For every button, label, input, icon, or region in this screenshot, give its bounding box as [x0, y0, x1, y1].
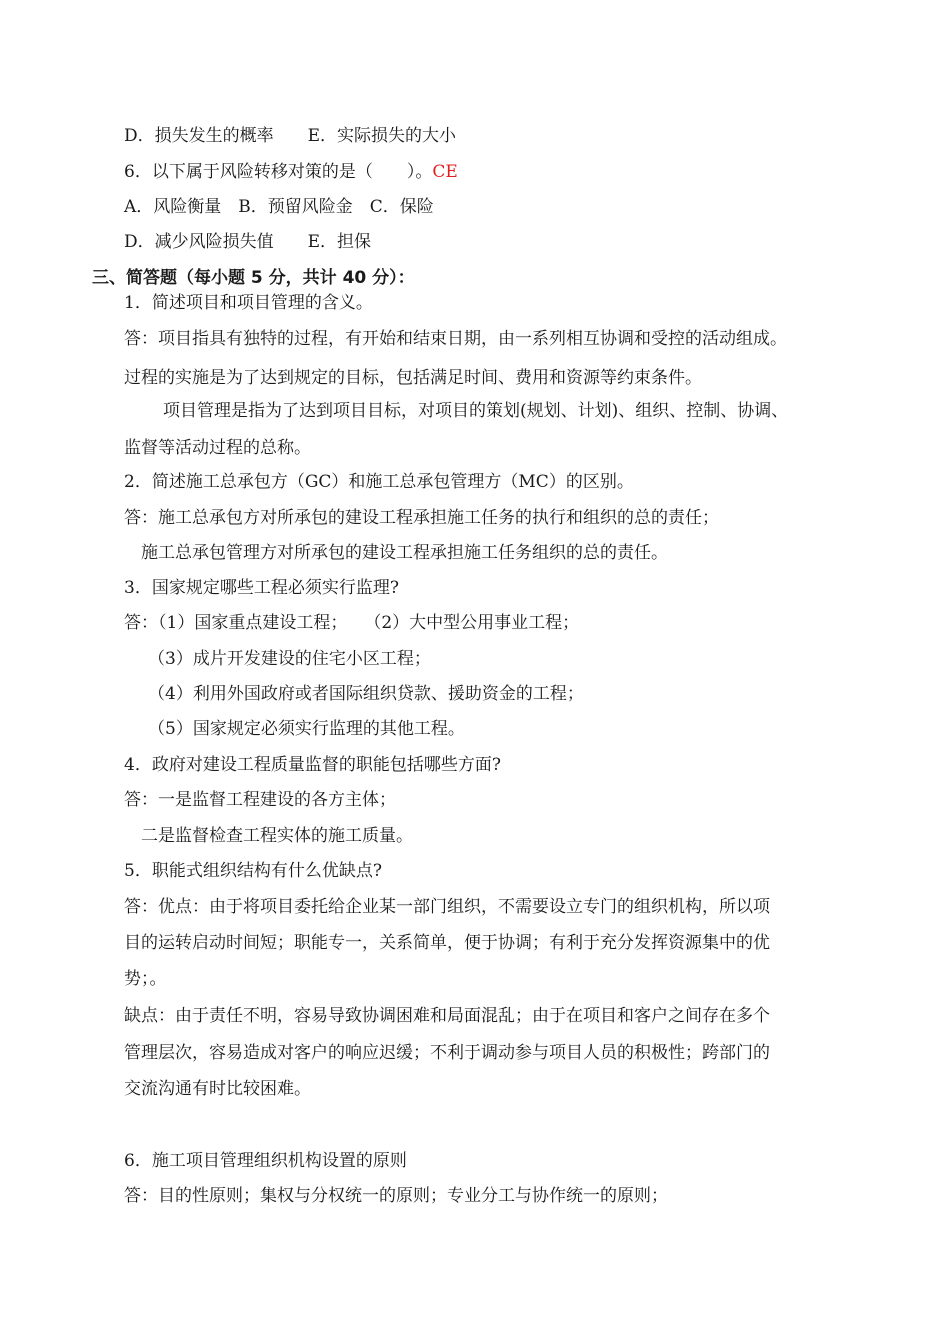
answer-5-line-4: 缺点：由于责任不明，容易导致协调困难和局面混乱；由于在项目和客户之间存在多个 — [124, 1006, 770, 1026]
answer-6-line-1: 答：目的性原则；集权与分权统一的原则；专业分工与协作统一的原则； — [124, 1186, 668, 1206]
answer-3-line-4: （5）国家规定必须实行监理的其他工程。 — [148, 719, 465, 739]
short-question-3: 3．国家规定哪些工程必须实行监理? — [124, 578, 399, 598]
short-question-5: 5．职能式组织结构有什么优缺点? — [124, 861, 382, 881]
answer-4-line-2: 二是监督检查工程实体的施工质量。 — [141, 826, 413, 846]
short-question-6: 6．施工项目管理组织机构设置的原则 — [124, 1151, 407, 1171]
answer-5-line-1: 答：优点：由于将项目委托给企业某一部门组织，不需要设立专门的组织机构，所以项 — [124, 897, 770, 917]
answer-1-line-4: 监督等活动过程的总称。 — [124, 438, 311, 458]
option-line-a-b-c: A．风险衡量 B．预留风险金 C．保险 — [124, 197, 434, 217]
short-question-1: 1．简述项目和项目管理的含义。 — [124, 293, 373, 313]
answer-3-line-1: 答：（1）国家重点建设工程； （2）大中型公用事业工程； — [124, 613, 580, 633]
answer-5-line-5: 管理层次，容易造成对客户的响应迟缓；不利于调动参与项目人员的积极性；跨部门的 — [124, 1043, 770, 1063]
option-line-d-e: D．损失发生的概率 E．实际损失的大小 — [124, 126, 457, 146]
option-line-d-e-2: D．减少风险损失值 E．担保 — [124, 232, 372, 252]
answer-2-line-2: 施工总承包管理方对所承包的建设工程承担施工任务组织的总的责任。 — [141, 543, 668, 563]
section-heading-3: 三、简答题（每小题 5 分，共计 40 分）： — [92, 268, 415, 288]
question-6 — [124, 161, 458, 183]
short-question-2: 2．简述施工总承包方（GC）和施工总承包管理方（MC）的区别。 — [124, 472, 634, 492]
answer-2-line-1: 答：施工总承包方对所承包的建设工程承担施工任务的执行和组织的总的责任； — [124, 508, 719, 528]
question-6-answer: CE — [432, 162, 458, 182]
answer-3-line-3: （4）利用外国政府或者国际组织贷款、援助资金的工程； — [148, 684, 584, 704]
answer-1-line-3: 项目管理是指为了达到项目目标，对项目的策划(规划、计划)、组织、控制、协调、 — [163, 401, 789, 421]
answer-1-line-1: 答：项目指具有独特的过程，有开始和结束日期，由一系列相互协调和受控的活动组成。 — [124, 329, 787, 349]
answer-1-line-2: 过程的实施是为了达到规定的目标，包括满足时间、费用和资源等约束条件。 — [124, 368, 702, 388]
answer-4-line-1: 答：一是监督工程建设的各方主体； — [124, 790, 396, 810]
answer-5-line-3: 势；。 — [124, 969, 167, 989]
answer-5-line-2: 目的运转启动时间短；职能专一，关系简单，便于协调；有利于充分发挥资源集中的优 — [124, 933, 770, 953]
question-6-text: 6．以下属于风险转移对策的是（ ）。 — [124, 162, 433, 182]
answer-5-line-6: 交流沟通有时比较困难。 — [124, 1079, 311, 1099]
answer-3-line-2: （3）成片开发建设的住宅小区工程； — [148, 649, 431, 669]
short-question-4: 4．政府对建设工程质量监督的职能包括哪些方面? — [124, 755, 501, 775]
